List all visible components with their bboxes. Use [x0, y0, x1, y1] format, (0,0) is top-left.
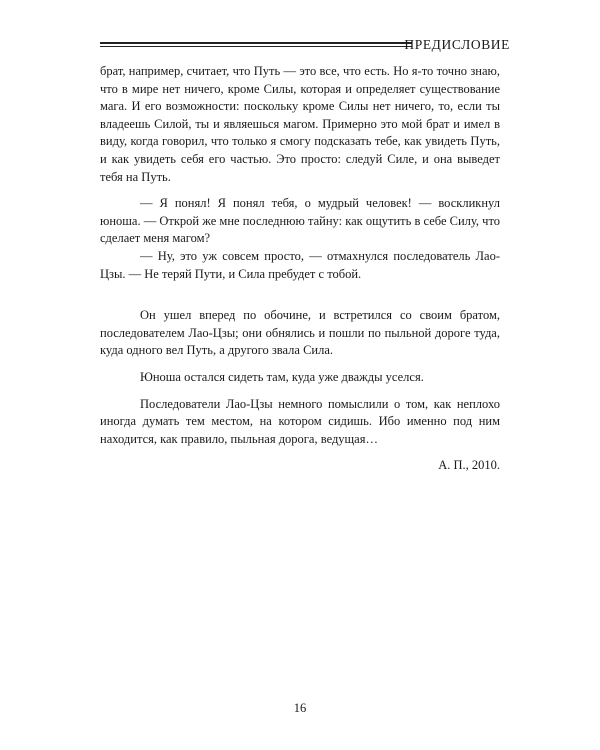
paragraph-youth-remained: Юноша остался сидеть там, куда уже дважды уселся. [140, 369, 424, 384]
author-signature: А. П., 2010. [438, 458, 500, 473]
section-title: ПРЕДИСЛОВИЕ [404, 37, 510, 52]
page-number: 16 [293, 701, 307, 715]
header-double-rule [100, 42, 412, 48]
paragraph-dialogue-follower: — Ну, это уж совсем просто, — отмахнулся последователь Лао-Цзы. — Не теряй Пути, и Сила пребудет с тобой. [100, 248, 500, 281]
body-text [100, 63, 500, 475]
paragraph-narration: Он ушел вперед по обочине, и встретился со своим братом, последователем Лао-Цзы; они обнялись и пошли по пыльной дороге туда, куда одного вел Путь, а другого звала Сила. [100, 308, 500, 358]
running-header [100, 36, 510, 54]
paragraph-dialogue-youth: — Я понял! Я понял тебя, о мудрый человек! — воскликнул юноша. — Открой же мне последнюю тайну: как ощутить в себе Силу, что сделает меня магом? [100, 196, 500, 246]
header-rule-thin [100, 46, 412, 47]
paragraph-continuation: брат, например, считает, что Путь — это все, что есть. Но я-то точно знаю, что в мире нет ничего, кроме Силы, которая и определяет существование мага. И его возможности: поскольку кроме Силы нет ничего, то, если ты владеешь Силой, ты и являешься магом. Примерно это мой брат и имел в виду, когда говорил, что только я смогу подсказать тебе, как увидеть Путь, и как увидеть себя его частью. Это просто: следуй Силе, и она выведет тебя на Путь. [100, 64, 500, 184]
header-rule-thick [100, 42, 412, 44]
paragraph-followers-thought: Последователи Лао-Цзы немного помыслили о том, как неплохо иногда думать тем местом, на котором сидишь. Ибо именно под ним находится, как правило, пыльная дорога, ведущая… [100, 396, 500, 446]
